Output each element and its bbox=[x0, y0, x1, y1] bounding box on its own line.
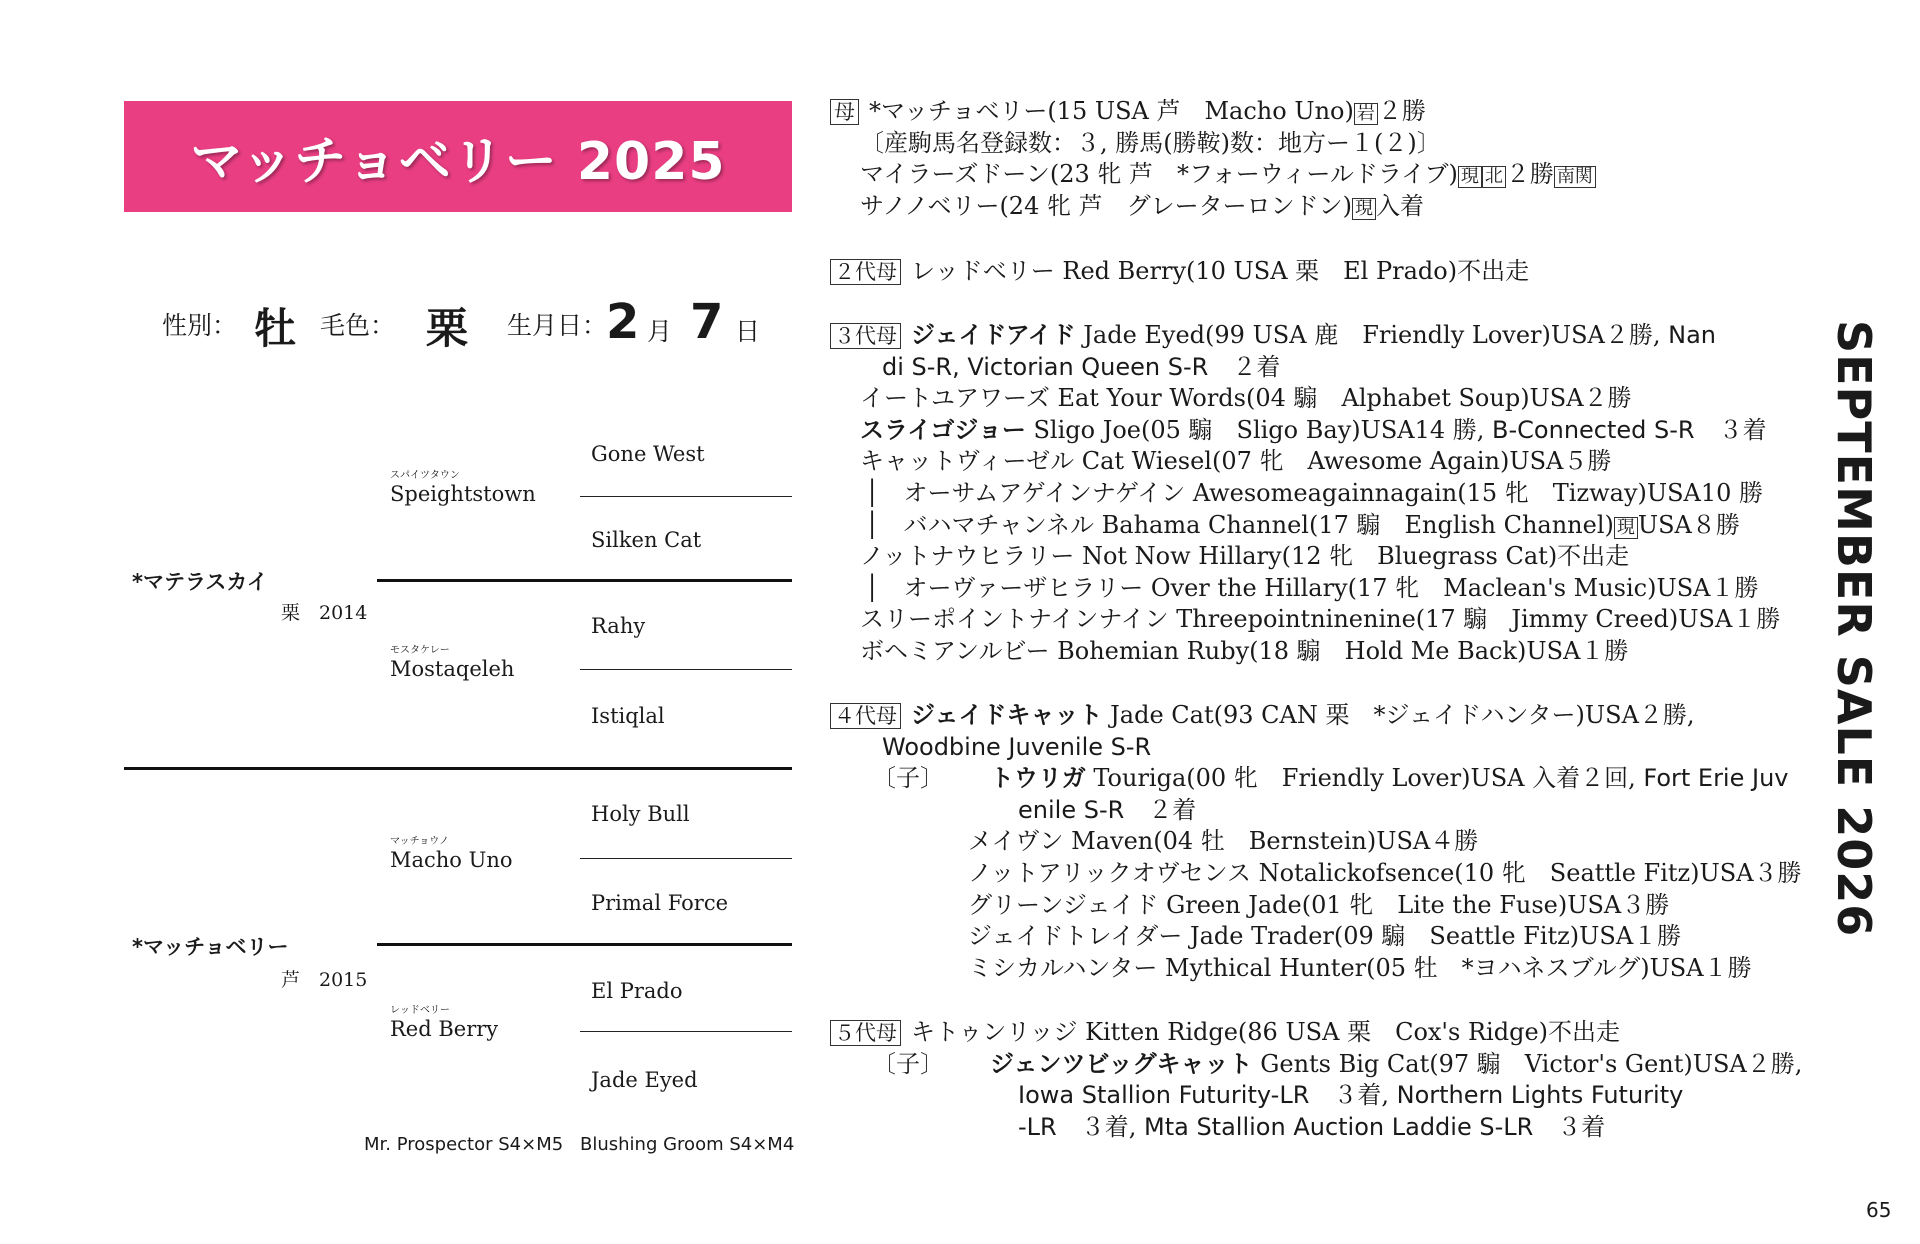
dam-sire-name: Macho Uno bbox=[390, 848, 513, 872]
progeny-place: ３着 bbox=[1694, 415, 1767, 444]
mother-line-3 bbox=[830, 159, 1596, 191]
birth-month: 2 bbox=[606, 294, 640, 350]
progeny-text: │ バハマチャンネル Bahama Channel(17 騸 English Channel) bbox=[865, 510, 1614, 539]
sire-kana: スパイツタウン bbox=[390, 470, 460, 481]
third-dam-races: di S-R, Victorian Queen S-R bbox=[882, 352, 1209, 381]
pedigree-line bbox=[377, 943, 792, 946]
pedigree-line bbox=[580, 496, 792, 497]
page-title: マッチョベリー 2025 bbox=[190, 132, 726, 192]
third-dam-line-1 bbox=[830, 320, 1780, 352]
mother-line-4 bbox=[830, 191, 1596, 223]
color-label: 毛色： bbox=[320, 311, 396, 340]
grandparent-2: Silken Cat bbox=[591, 528, 702, 552]
badge-current: 現 bbox=[1458, 166, 1482, 188]
badge-current: 現 bbox=[1614, 517, 1638, 539]
third-dam-line-10: スリーポイントナインナイン Threepointninenine(17 騸 Jimmy Creed)USA１勝 bbox=[860, 605, 1781, 634]
pedigree-line bbox=[580, 669, 792, 670]
page-number: 65 bbox=[1866, 1198, 1892, 1222]
sire-name: *マテラスカイ bbox=[132, 570, 268, 594]
fifth-dam-label: ５代母 bbox=[830, 1020, 901, 1046]
dam-dam-kana: レッドベリー bbox=[390, 1005, 450, 1016]
third-dam-label: ３代母 bbox=[830, 323, 901, 349]
pedigree-line bbox=[580, 1031, 792, 1032]
sire-dam-kana: モスタケレー bbox=[390, 645, 450, 656]
progeny-race: Mta Stallion Auction Laddie S-LR bbox=[1136, 1112, 1534, 1141]
title-banner bbox=[124, 101, 792, 212]
fourth-dam-line-5: メイヴン Maven(04 牡 Bernstein)USA４勝 bbox=[968, 827, 1479, 856]
progeny-bold-name: スライゴジョー bbox=[860, 415, 1026, 444]
progeny-place: ３着, bbox=[1056, 1112, 1137, 1141]
fifth-dam-section bbox=[830, 1017, 1802, 1143]
fifth-dam-line-3 bbox=[830, 1080, 1802, 1112]
color-value: 栗 bbox=[426, 304, 469, 353]
third-dam-line-4 bbox=[830, 415, 1780, 447]
fourth-dam-text: Jade Cat(93 CAN 栗 *ジェイドハンター)USA２勝, bbox=[1102, 701, 1695, 729]
third-dam-section bbox=[830, 320, 1780, 668]
badge-hokkaido: 北 bbox=[1482, 166, 1506, 188]
fourth-dam-line-1 bbox=[830, 700, 1802, 732]
dam-name: *マッチョベリー bbox=[132, 935, 289, 959]
third-dam-line-11: ボヘミアンルビー Bohemian Ruby(18 騸 Hold Me Back)USA１勝 bbox=[860, 636, 1629, 665]
grandparent-1: Gone West bbox=[591, 442, 705, 466]
birth-day: 7 bbox=[690, 294, 724, 350]
progeny-place: ２着 bbox=[1124, 795, 1197, 824]
third-dam-line-2 bbox=[830, 352, 1780, 384]
third-dam-name: ジェイドアイド bbox=[911, 321, 1076, 349]
foal-2: サノノベリー(24 牝 芦 グレーターロンドン) bbox=[860, 191, 1352, 220]
pedigree-line bbox=[580, 858, 792, 859]
third-dam-line-5: キャットヴィーゼル Cat Wiesel(07 牝 Awesome Again)USA５勝 bbox=[860, 447, 1612, 476]
mother-wins: ２勝 bbox=[1377, 97, 1426, 125]
progeny-place: ３着, bbox=[1309, 1081, 1390, 1110]
foal-1-wins: ２勝 bbox=[1505, 160, 1554, 189]
mother-section bbox=[830, 96, 1596, 222]
badge-nankan: 南関 bbox=[1554, 166, 1596, 188]
progeny-text: Sligo Joe(05 騸 Sligo Bay)USA14 勝, bbox=[1025, 415, 1485, 444]
fourth-dam-line-8: ジェイドトレイダー Jade Trader(09 騸 Seattle Fitz)USA１勝 bbox=[968, 922, 1682, 951]
third-dam-line-8: ノットナウヒラリー Not Now Hillary(12 牝 Bluegrass Cat)不出走 bbox=[860, 542, 1630, 571]
second-dam-label: ２代母 bbox=[830, 259, 901, 285]
sire-dam-name: Mostaqeleh bbox=[390, 657, 515, 681]
third-dam-line-3: イートユアワーズ Eat Your Words(04 騸 Alphabet Soup)USA２勝 bbox=[860, 384, 1632, 413]
pedigree-divider bbox=[124, 767, 792, 770]
fifth-dam-text: キトゥンリッジ Kitten Ridge(86 USA 栗 Cox's Ridge)不出走 bbox=[911, 1018, 1621, 1046]
progeny-wins: USA８勝 bbox=[1637, 510, 1740, 539]
fourth-dam-name: ジェイドキャット bbox=[911, 701, 1103, 729]
sex-label: 性別： bbox=[162, 311, 238, 340]
fourth-dam-line-3 bbox=[830, 763, 1802, 795]
grandparent-5: Holy Bull bbox=[591, 802, 690, 826]
fourth-dam-line-4 bbox=[830, 795, 1802, 827]
dam-color-year: 芦 2015 bbox=[281, 969, 368, 991]
third-dam-line-6: │ オーサムアゲインナゲイン Awesomeagainnagain(15 牝 Tizway)USA10 勝 bbox=[865, 478, 1764, 507]
pedigree-line bbox=[377, 579, 792, 582]
progeny-race: Northern Lights Futurity bbox=[1389, 1081, 1684, 1110]
fourth-dam-line-7: グリーンジェイド Green Jade(01 牝 Lite the Fuse)USA３勝 bbox=[968, 890, 1670, 919]
third-dam-line-7 bbox=[830, 510, 1780, 542]
fourth-dam-line-9: ミシカルハンター Mythical Hunter(05 牡 *ヨハネスブルグ)USA１勝 bbox=[968, 953, 1752, 982]
grandparent-3: Rahy bbox=[591, 614, 646, 638]
child-label: 〔子〕 bbox=[872, 764, 944, 793]
second-dam-section bbox=[830, 256, 1529, 288]
progeny-race: Iowa Stallion Futurity-LR bbox=[1018, 1081, 1310, 1110]
third-dam-line-9: │ オーヴァーザヒラリー Over the Hillary(17 牝 Maclean's Music)USA１勝 bbox=[865, 573, 1759, 602]
badge-iwate: 岩 bbox=[1354, 103, 1378, 125]
grandparent-4: Istiqlal bbox=[591, 704, 665, 728]
mother-label: 母 bbox=[830, 99, 859, 125]
birth-day-unit: 日 bbox=[735, 317, 761, 346]
fourth-dam-line-2: Woodbine Juvenile S-R bbox=[882, 732, 1152, 761]
sex-value: 牡 bbox=[254, 304, 297, 353]
sire-sire-name: Speightstown bbox=[390, 482, 536, 506]
birth-label: 生月日： bbox=[507, 311, 608, 340]
sale-title-vertical: SEPTEMBER SALE 2026 bbox=[1827, 320, 1881, 938]
third-dam-race: Nan bbox=[1660, 321, 1716, 349]
badge-current: 現 bbox=[1352, 198, 1376, 220]
progeny-text: Gents Big Cat(97 騸 Victor's Gent)USA２勝, bbox=[1252, 1049, 1803, 1078]
fifth-dam-line-4 bbox=[830, 1112, 1802, 1144]
dam-sire-kana: マッチョウノ bbox=[390, 836, 449, 847]
mother-line-2: 〔産駒馬名登録数：３, 勝馬(勝鞍)数：地方ー１(２)〕 bbox=[860, 128, 1441, 157]
inbreeding-note-2: Blushing Groom S4×M4 bbox=[580, 1134, 795, 1155]
dam-dam-name: Red Berry bbox=[390, 1017, 499, 1041]
progeny-race: -LR bbox=[1018, 1112, 1057, 1141]
progeny-race: enile S-R bbox=[1018, 795, 1125, 824]
progeny-text: Touriga(00 牝 Friendly Lover)USA 入着２回, bbox=[1085, 764, 1636, 793]
inbreeding-note-1: Mr. Prospector S4×M5 bbox=[364, 1134, 564, 1155]
birth-month-unit: 月 bbox=[647, 317, 673, 346]
progeny-race: Fort Erie Juv bbox=[1635, 764, 1789, 793]
fourth-dam-line-6: ノットアリックオヴセンス Notalickofsence(10 牝 Seattle Fitz)USA３勝 bbox=[968, 858, 1802, 887]
grandparent-6: Primal Force bbox=[591, 891, 729, 915]
mother-text: *マッチョベリー(15 USA 芦 Macho Uno) bbox=[869, 97, 1354, 125]
second-dam-line bbox=[830, 256, 1529, 288]
progeny-bold-name: トウリガ bbox=[990, 764, 1086, 793]
foal-1: マイラーズドーン(23 牝 芦 *フォーウィールドライブ) bbox=[860, 160, 1458, 189]
fourth-dam-label: ４代母 bbox=[830, 703, 901, 729]
sire-color-year: 栗 2014 bbox=[281, 602, 368, 624]
progeny-bold-name: ジェンツビッグキャット bbox=[990, 1049, 1253, 1078]
fifth-dam-line-2 bbox=[830, 1049, 1802, 1081]
grandparent-8: Jade Eyed bbox=[591, 1068, 698, 1092]
grandparent-7: El Prado bbox=[591, 979, 683, 1003]
foal-2-result: 入着 bbox=[1375, 191, 1424, 220]
mother-line-1 bbox=[830, 96, 1596, 128]
child-label: 〔子〕 bbox=[872, 1049, 944, 1078]
progeny-place: ３着 bbox=[1533, 1112, 1606, 1141]
second-dam-text: レッドベリー Red Berry(10 USA 栗 El Prado)不出走 bbox=[911, 257, 1530, 285]
fifth-dam-line-1 bbox=[830, 1017, 1802, 1049]
third-dam-place: ２着 bbox=[1208, 352, 1281, 381]
fourth-dam-section bbox=[830, 700, 1802, 984]
third-dam-text: Jade Eyed(99 USA 鹿 Friendly Lover)USA２勝, bbox=[1075, 321, 1661, 349]
progeny-race: B-Connected S-R bbox=[1484, 415, 1695, 444]
